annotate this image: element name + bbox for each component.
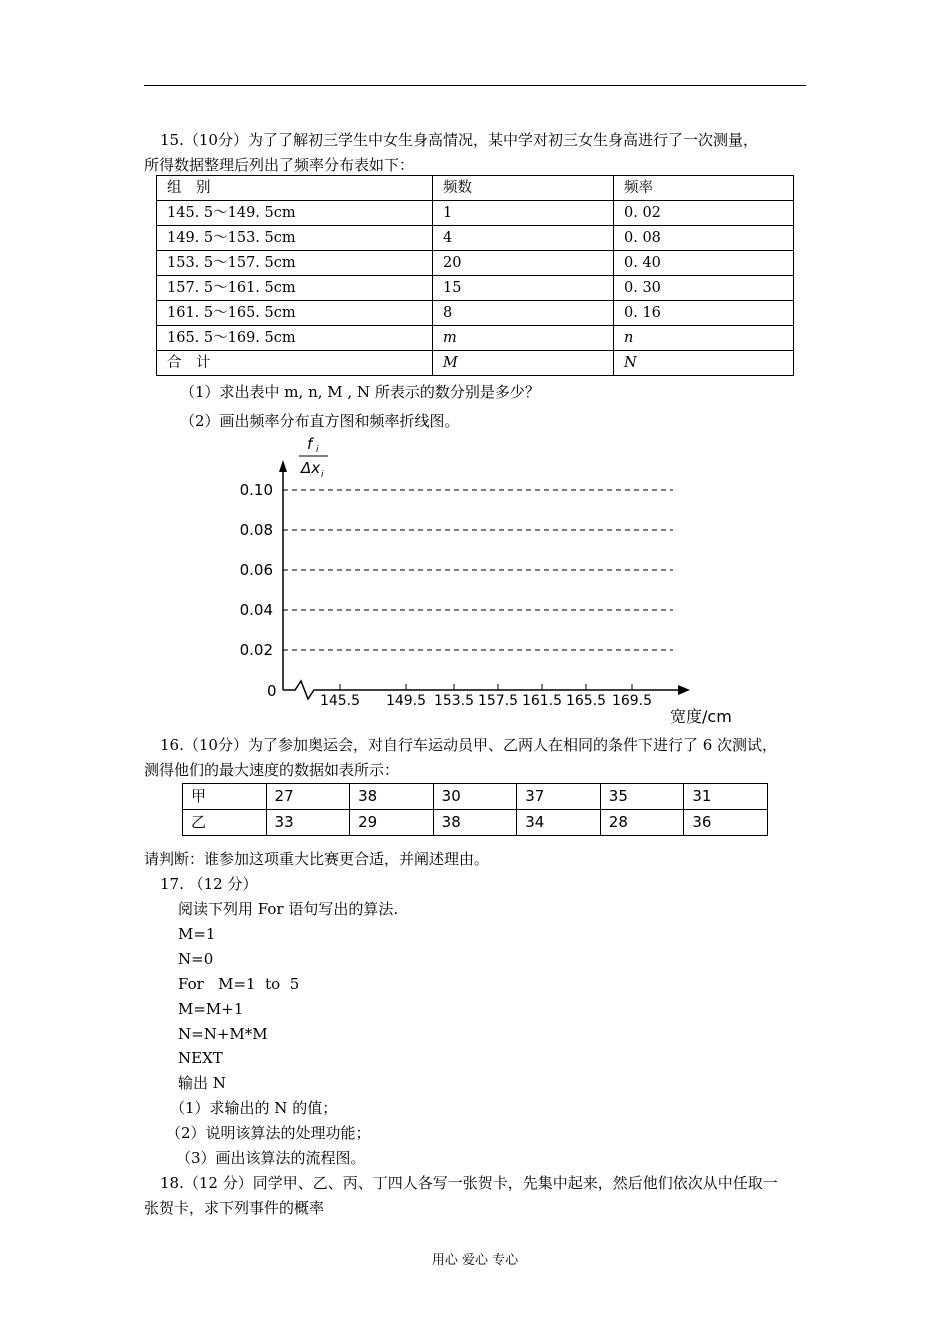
code-line: For M=1 to 5: [178, 975, 300, 993]
table-header-row: [157, 176, 794, 201]
table-cell: 165. 5～169. 5cm: [157, 326, 433, 351]
x-axis-label: 宽度/cm: [670, 707, 732, 726]
table-row: [183, 810, 768, 836]
table-cell: 33: [266, 810, 350, 836]
q15-line1: 15.（10分）为了了解初三学生中女生身高情况，某中学对初三女生身高进行了一次测量，: [160, 131, 758, 149]
table-cell: 157. 5～161. 5cm: [157, 276, 433, 301]
q17-intro: 阅读下列用 For 语句写出的算法.: [178, 900, 399, 918]
ylabel-num-sub: i: [316, 445, 319, 455]
frequency-table: [156, 175, 794, 376]
q17-sub3: （3）画出该算法的流程图。: [176, 1149, 366, 1167]
table-row: [157, 351, 794, 376]
table-cell: 161. 5～165. 5cm: [157, 301, 433, 326]
code-line: M=M+1: [178, 1000, 244, 1018]
table-cell: 0. 02: [614, 201, 794, 226]
table-cell: 0. 30: [614, 276, 794, 301]
x-tick-label: 149.5: [385, 693, 427, 709]
table-row: [157, 226, 794, 251]
speed-table: [182, 783, 768, 836]
q17-sub1: （1）求输出的 N 的值；: [170, 1099, 338, 1117]
q18-line2: 张贺卡，求下列事件的概率: [144, 1199, 325, 1217]
table-cell: 合 计: [157, 351, 433, 376]
table-row: [157, 326, 794, 351]
table-cell: 29: [350, 810, 434, 836]
top-rule: [144, 85, 806, 86]
y-tick-label: 0.08: [239, 521, 273, 539]
x-tick-label: 169.5: [611, 693, 653, 709]
table-cell: 0. 08: [614, 226, 794, 251]
y-tick-label: 0.04: [239, 601, 273, 619]
table-cell: 8: [433, 301, 614, 326]
table-cell: 20: [433, 251, 614, 276]
y-axis-arrow: [279, 460, 287, 472]
q16-line1: 16.（10分）为了参加奥运会，对自行车运动员甲、乙两人在相同的条件下进行了 6 次测试，: [160, 736, 778, 754]
code-line: N=N+M*M: [178, 1025, 268, 1043]
table-cell: 149. 5～153. 5cm: [157, 226, 433, 251]
table-cell: 28: [600, 810, 684, 836]
table-cell: 4: [433, 226, 614, 251]
table-cell: 37: [517, 784, 601, 810]
q16-question: 请判断：谁参加这项重大比赛更合适，并阐述理由。: [144, 850, 490, 868]
ylabel-den-sub: i: [321, 470, 324, 480]
x-ticks: [340, 684, 632, 690]
table-row: [183, 784, 768, 810]
y-tick-label: 0.10: [239, 481, 273, 499]
table-cell: 38: [433, 810, 517, 836]
q18-line1: 18.（12 分）同学甲、乙、丙、丁四人各写一张贺卡，先集中起来，然后他们依次从中任取一: [160, 1174, 778, 1192]
table-cell: M: [433, 351, 614, 376]
table-row: [157, 276, 794, 301]
table-cell: 乙: [183, 810, 267, 836]
table-cell: 38: [350, 784, 434, 810]
table-cell: 1: [433, 201, 614, 226]
header-cell: 频率: [614, 176, 794, 201]
q15-line2: 所得数据整理后列出了频率分布表如下：: [144, 156, 415, 174]
table-cell: n: [614, 326, 794, 351]
code-line: 输出 N: [178, 1074, 226, 1092]
table-row: [157, 301, 794, 326]
table-cell: m: [433, 326, 614, 351]
q16-line2: 测得他们的最大速度的数据如表所示：: [144, 761, 400, 779]
ylabel-num: f: [307, 435, 313, 453]
table-cell: 31: [684, 784, 768, 810]
code-line: M=1: [178, 925, 216, 943]
table-row: [157, 251, 794, 276]
q15-sub2: （2）画出频率分布直方图和频率折线图。: [180, 412, 460, 430]
table-cell: 34: [517, 810, 601, 836]
table-cell: N: [614, 351, 794, 376]
page-footer: 用心 爱心 专心: [431, 1253, 519, 1268]
x-tick-label: 161.5: [521, 693, 563, 709]
table-cell: 145. 5～149. 5cm: [157, 201, 433, 226]
table-cell: 153. 5～157. 5cm: [157, 251, 433, 276]
x-axis-arrow: [678, 685, 690, 695]
table-cell: 0. 16: [614, 301, 794, 326]
header-cell: 组 别: [157, 176, 433, 201]
y-tick-label: 0.02: [239, 641, 273, 659]
code-line: N=0: [178, 950, 214, 968]
table-cell: 0. 40: [614, 251, 794, 276]
x-tick-label: 145.5: [319, 693, 361, 709]
table-cell: 27: [266, 784, 350, 810]
table-cell: 甲: [183, 784, 267, 810]
ylabel-den: Δx: [301, 459, 321, 477]
table-cell: 15: [433, 276, 614, 301]
table-row: [157, 201, 794, 226]
table-cell: 36: [684, 810, 768, 836]
origin-label: 0: [267, 682, 277, 700]
x-tick-label: 153.5: [433, 693, 475, 709]
x-tick-label: 165.5: [565, 693, 607, 709]
q15-sub1: （1）求出表中 m, n, M , N 所表示的数分别是多少？: [180, 383, 540, 401]
code-line: NEXT: [178, 1049, 223, 1067]
q17-sub2: （2）说明该算法的处理功能；: [166, 1124, 371, 1142]
y-tick-label: 0.06: [239, 561, 273, 579]
header-cell: 频数: [433, 176, 614, 201]
q17-title: 17. （12 分）: [160, 875, 258, 893]
histogram-chart: [225, 430, 755, 730]
x-tick-label: 157.5: [477, 693, 519, 709]
table-cell: 35: [600, 784, 684, 810]
table-cell: 30: [433, 784, 517, 810]
